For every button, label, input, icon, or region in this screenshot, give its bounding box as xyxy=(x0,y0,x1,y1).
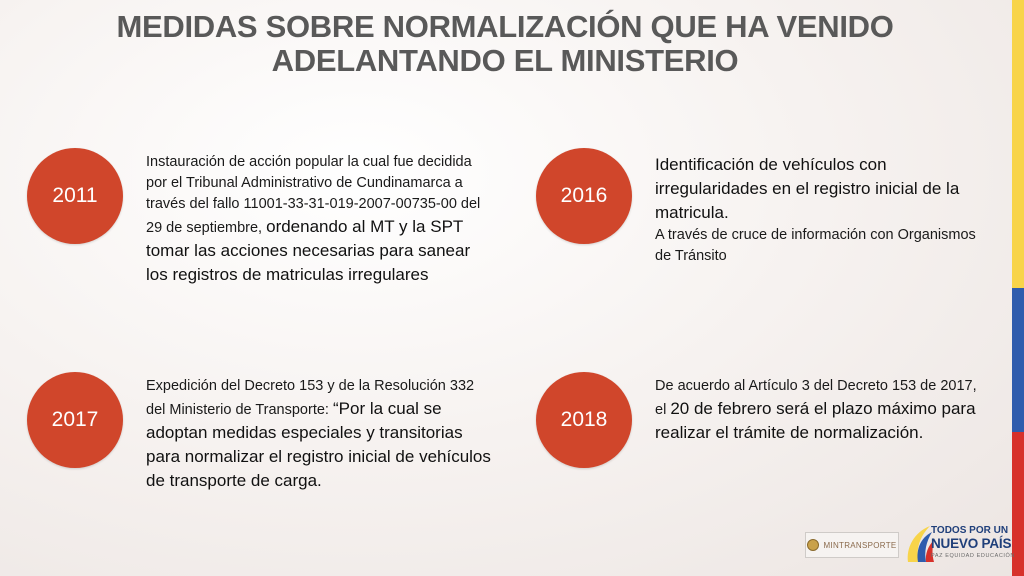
page-title xyxy=(0,10,1010,78)
coat-of-arms-icon xyxy=(807,539,819,551)
item-2018-text xyxy=(655,376,985,445)
item-2016-bold: Identificación de vehículos con irregularidades en el registro inicial de la matricula. xyxy=(655,155,960,222)
side-bar-yellow xyxy=(1012,0,1024,288)
slogan-line-2: NUEVO PAÍS xyxy=(931,536,1012,551)
year-circle-2018: 2018 xyxy=(536,372,632,468)
side-bar-blue xyxy=(1012,288,1024,432)
item-2018-bold: 20 de febrero será el plazo máximo para realizar el trámite de normalización. xyxy=(655,399,976,442)
title-line-1: MEDIDAS SOBRE NORMALIZACIÓN QUE HA VENIDO xyxy=(116,9,894,44)
item-2011-text xyxy=(146,152,486,287)
item-2011-normal: Instauración de acción popular la cual fue decidida por el Tribunal Administrativo de Cundinamarca a través del fallo 11001-33-31-019-2007-00735-00 del 29 de septiembre, xyxy=(146,154,481,236)
side-color-bar xyxy=(1012,0,1024,576)
year-circle-2016: 2016 xyxy=(536,148,632,244)
mintransporte-logo xyxy=(805,532,899,558)
item-2016-text xyxy=(655,153,995,267)
title-line-2: ADELANTANDO EL MINISTERIO xyxy=(271,43,739,78)
item-2016-normal: A través de cruce de información con Organismos de Tránsito xyxy=(655,227,976,264)
slogan-line-1: TODOS POR UN xyxy=(931,525,1009,536)
mintransporte-label: MINTRANSPORTE xyxy=(823,540,897,550)
item-2018-normal: De acuerdo al Artículo 3 del Decreto 153 de 2017, el xyxy=(655,378,977,418)
item-2011-bold: ordenando al MT y la SPT tomar las acciones necesarias para sanear los registros de matriculas irregulares xyxy=(146,217,471,284)
slogan xyxy=(931,524,1016,563)
year-circle-2011: 2011 xyxy=(27,148,123,244)
slogan-line-3: PAZ EQUIDAD EDUCACIÓN xyxy=(931,553,1016,559)
year-circle-2017: 2017 xyxy=(27,372,123,468)
item-2017-bold: “Por la cual se adoptan medidas especiales y transitorias para normalizar el registro inicial de vehículos de transporte de carga. xyxy=(146,399,491,490)
item-2017-text xyxy=(146,376,491,493)
item-2017-normal: Expedición del Decreto 153 y de la Resolución 332 del Ministerio de Transporte: xyxy=(146,378,475,418)
